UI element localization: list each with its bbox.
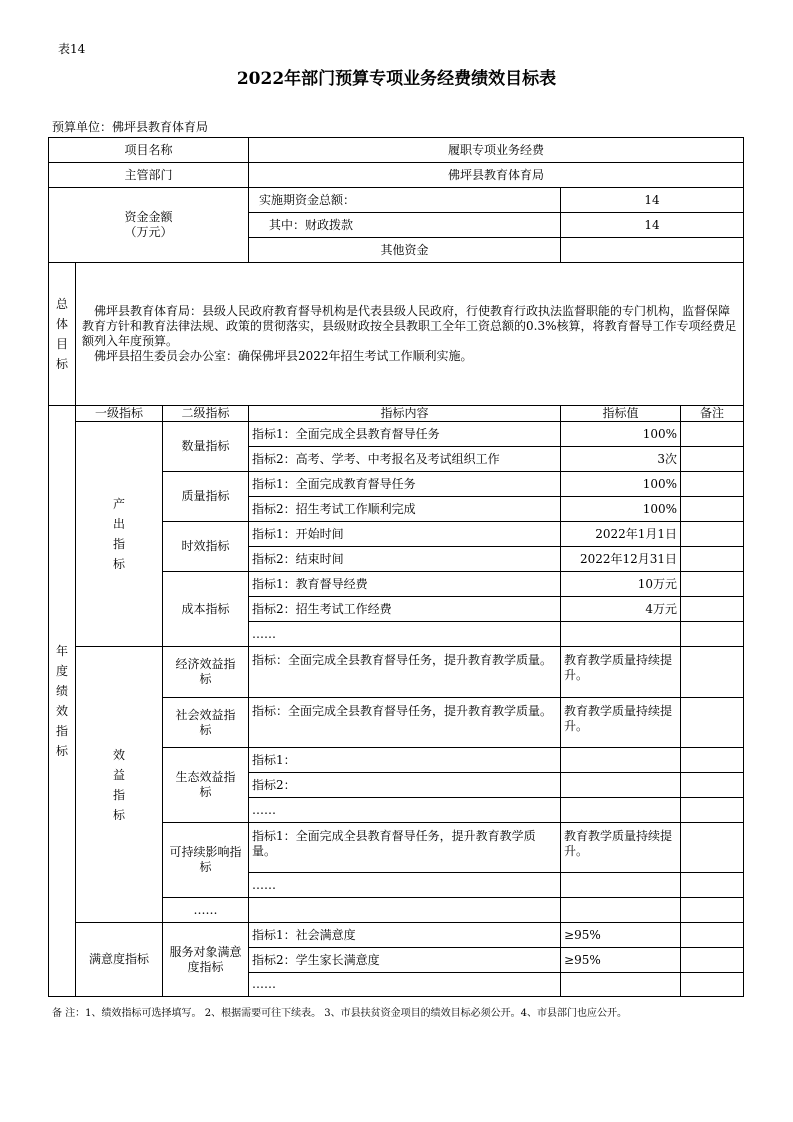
- project-value: 履职专项业务经费: [249, 138, 744, 163]
- remark-cell: [681, 898, 744, 923]
- remark-cell: [681, 748, 744, 773]
- header-cell: 一级指标: [76, 406, 163, 422]
- content-cell: 指标1：: [249, 748, 561, 773]
- content-cell: 指标：全面完成全县教育督导任务，提升教育教学质量。: [249, 698, 561, 748]
- value-cell: [561, 873, 681, 898]
- output-label: 产出指标: [76, 422, 163, 647]
- content-cell: ……: [249, 873, 561, 898]
- content-cell: 指标2：高考、学考、中考报名及考试组织工作: [249, 447, 561, 472]
- remark-cell: [681, 522, 744, 547]
- content-cell: 指标1：社会满意度: [249, 923, 561, 948]
- content-cell: ……: [249, 622, 561, 647]
- content-cell: 指标1：开始时间: [249, 522, 561, 547]
- remark-cell: [681, 798, 744, 823]
- remark-cell: [681, 547, 744, 572]
- dept-label: 主管部门: [49, 163, 249, 188]
- content-cell: 指标2：招生考试工作顺利完成: [249, 497, 561, 522]
- performance-table: [48, 137, 744, 997]
- goal-label: 总体目标: [49, 263, 76, 406]
- value-cell: 100%: [561, 497, 681, 522]
- page-title: 2022年部门预算专项业务经费绩效目标表: [236, 69, 557, 89]
- sub-label: 时效指标: [163, 522, 249, 572]
- value-cell: 2022年12月31日: [561, 547, 681, 572]
- benefit-label: 效益指标: [76, 647, 163, 923]
- value-cell: 10万元: [561, 572, 681, 597]
- content-cell: ……: [249, 798, 561, 823]
- content-cell: 指标1：全面完成全县教育督导任务: [249, 422, 561, 447]
- sub-label: 数量指标: [163, 422, 249, 472]
- sub-label: ……: [163, 898, 249, 923]
- footnote: 备 注：1、绩效指标可选择填写。 2、根据需要可往下续表。 3、市县扶贫资金项目的绩效目标必须公开。4、市县部门也应公开。: [52, 1008, 627, 1019]
- remark-cell: [681, 447, 744, 472]
- value-cell: 100%: [561, 472, 681, 497]
- content-cell: 指标1：全面完成教育督导任务: [249, 472, 561, 497]
- value-cell: 2022年1月1日: [561, 522, 681, 547]
- remark-cell: [681, 923, 744, 948]
- content-cell: 指标2：: [249, 773, 561, 798]
- dept-value: 佛坪县教育体育局: [249, 163, 744, 188]
- remark-cell: [681, 973, 744, 997]
- remark-cell: [681, 422, 744, 447]
- content-cell: 指标1：教育督导经费: [249, 572, 561, 597]
- remark-cell: [681, 698, 744, 748]
- value-cell: [561, 622, 681, 647]
- header-cell: 备注: [681, 406, 744, 422]
- sub-label: 成本指标: [163, 572, 249, 647]
- value-cell: 4万元: [561, 597, 681, 622]
- remark-cell: [681, 597, 744, 622]
- sub-label: 经济效益指标: [163, 647, 249, 698]
- header-cell: 指标内容: [249, 406, 561, 422]
- sub-label: 质量指标: [163, 472, 249, 522]
- value-cell: [561, 773, 681, 798]
- fund-row-value: [561, 238, 744, 263]
- sub-label: 社会效益指标: [163, 698, 249, 748]
- value-cell: 教育教学质量持续提升。: [561, 823, 681, 873]
- fund-row-value: 14: [561, 213, 744, 238]
- remark-cell: [681, 873, 744, 898]
- table-number: 表14: [58, 42, 86, 56]
- value-cell: ≥95%: [561, 948, 681, 973]
- content-cell: ……: [249, 973, 561, 997]
- value-cell: 教育教学质量持续提升。: [561, 698, 681, 748]
- fund-label: 资金金额 （万元）: [49, 188, 249, 263]
- header-cell: 二级指标: [163, 406, 249, 422]
- header-cell: 指标值: [561, 406, 681, 422]
- budget-unit: 预算单位：佛坪县教育体育局: [52, 120, 209, 134]
- value-cell: [561, 973, 681, 997]
- remark-cell: [681, 647, 744, 698]
- remark-cell: [681, 572, 744, 597]
- sub-label: 服务对象满意度指标: [163, 923, 249, 997]
- content-cell: 指标2：学生家长满意度: [249, 948, 561, 973]
- value-cell: 3次: [561, 447, 681, 472]
- sub-label: 可持续影响指标: [163, 823, 249, 898]
- project-label: 项目名称: [49, 138, 249, 163]
- remark-cell: [681, 948, 744, 973]
- value-cell: [561, 798, 681, 823]
- remark-cell: [681, 622, 744, 647]
- satisfaction-label: 满意度指标: [76, 923, 163, 997]
- remark-cell: [681, 823, 744, 873]
- value-cell: 教育教学质量持续提升。: [561, 647, 681, 698]
- content-cell: 指标1：全面完成全县教育督导任务，提升教育教学质量。: [249, 823, 561, 873]
- fund-row-label: 其他资金: [249, 238, 561, 263]
- annual-label: 年度绩效指标: [49, 406, 76, 997]
- content-cell: [249, 898, 561, 923]
- fund-row-value: 14: [561, 188, 744, 213]
- fund-row-label: 其中：财政拨款: [249, 213, 561, 238]
- sub-label: 生态效益指标: [163, 748, 249, 823]
- remark-cell: [681, 773, 744, 798]
- goal-text: 佛坪县教育体育局：县级人民政府教育督导机构是代表县级人民政府，行使教育行政执法监督职能的专门机构，监督保障教育方针和教育法律法规、政策的贯彻落实，县级财政按全县教职工全年工资总额的0.3%核算，将教育督导工作专项经费足额列入年度预算。 佛坪县招生委员会办公室：确保佛坪县2022年招生考试工作顺利实施。: [76, 263, 744, 406]
- value-cell: ≥95%: [561, 923, 681, 948]
- remark-cell: [681, 497, 744, 522]
- content-cell: 指标2：招生考试工作经费: [249, 597, 561, 622]
- fund-row-label: 实施期资金总额：: [249, 188, 561, 213]
- remark-cell: [681, 472, 744, 497]
- content-cell: 指标2：结束时间: [249, 547, 561, 572]
- content-cell: 指标：全面完成全县教育督导任务，提升教育教学质量。: [249, 647, 561, 698]
- value-cell: [561, 748, 681, 773]
- value-cell: [561, 898, 681, 923]
- value-cell: 100%: [561, 422, 681, 447]
